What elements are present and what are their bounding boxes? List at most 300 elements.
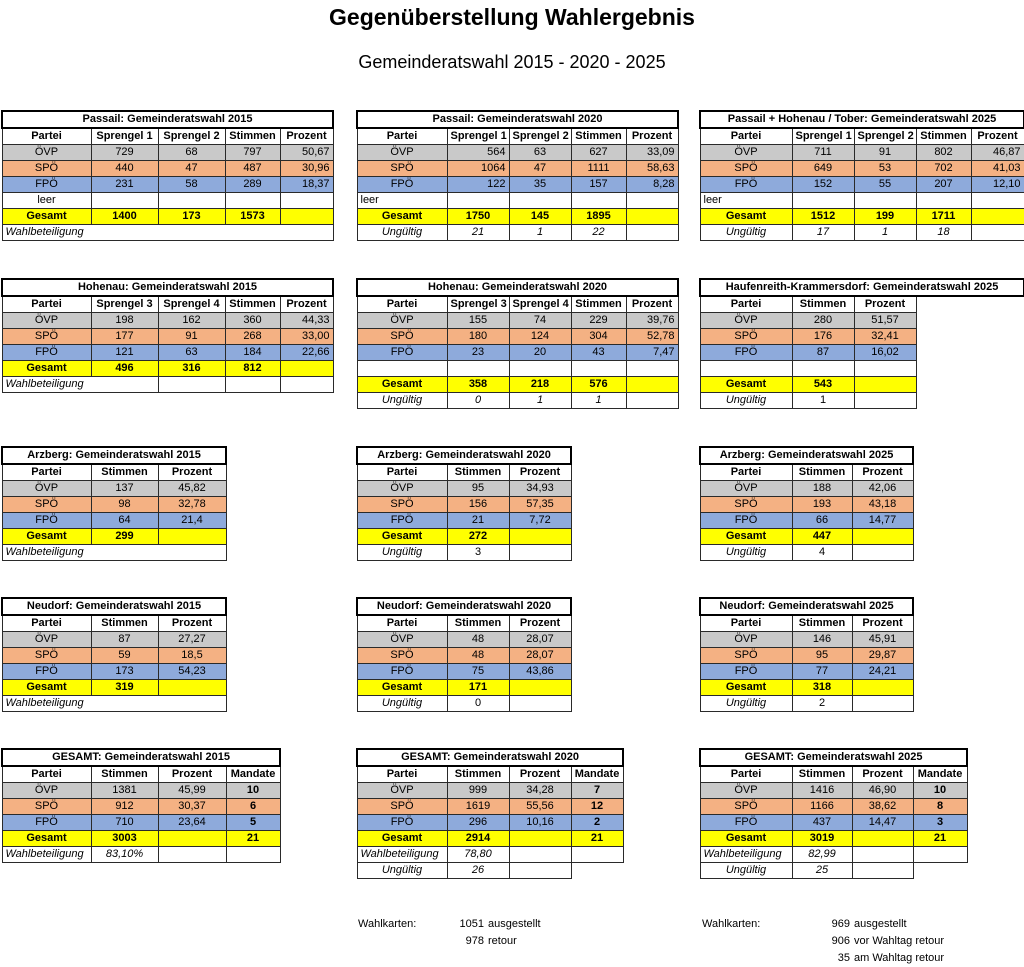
cell: 21 (447, 225, 509, 241)
table-title: Passail: Gemeinderatswahl 2020 (357, 111, 678, 128)
cell (971, 193, 1024, 209)
table-gesamt-2025 (699, 748, 968, 879)
cell: 58 (158, 177, 225, 193)
cell: 157 (571, 177, 626, 193)
table-row (357, 783, 623, 799)
cell: 231 (91, 177, 158, 193)
cell (158, 831, 226, 847)
cell (971, 225, 1024, 241)
cell (854, 393, 916, 409)
table-arzberg-2015 (1, 446, 227, 561)
cell: 63 (509, 145, 571, 161)
cell: 45,91 (852, 632, 913, 648)
cell: 14,77 (852, 513, 913, 529)
table-row (700, 209, 1024, 225)
cell: 3003 (91, 831, 158, 847)
cell: 218 (509, 377, 571, 393)
cell (447, 361, 509, 377)
party-label: SPÖ (357, 648, 447, 664)
party-label: SPÖ (2, 329, 91, 345)
wahlkarten-count: 906 (831, 935, 850, 947)
cell: 43,86 (509, 664, 571, 680)
cell: 75 (447, 664, 509, 680)
cell: 23,64 (158, 815, 226, 831)
table-row (357, 815, 623, 831)
table-row (357, 863, 623, 879)
table-row (700, 145, 1024, 161)
cell: 87 (792, 345, 854, 361)
cell (280, 361, 333, 377)
party-label: FPÖ (2, 815, 91, 831)
cell: 173 (158, 209, 225, 225)
cell: 627 (571, 145, 626, 161)
party-label: leer (2, 193, 91, 209)
cell: 66 (792, 513, 852, 529)
cell: 25 (792, 863, 852, 879)
cell: 28,07 (509, 648, 571, 664)
cell (509, 545, 571, 561)
cell (854, 193, 916, 209)
cell (913, 847, 967, 863)
ungueltig-label: Ungültig (700, 696, 792, 712)
cell (626, 361, 678, 377)
cell: 34,28 (509, 783, 571, 799)
table-row (700, 361, 1024, 377)
col-header: Prozent (280, 128, 333, 145)
col-header: Prozent (509, 464, 571, 481)
cell (509, 696, 571, 712)
wahlbeteiligung-label: Wahlbeteiligung (357, 847, 447, 863)
table-row (700, 529, 913, 545)
cell: 50,67 (280, 145, 333, 161)
cell (571, 193, 626, 209)
party-label: ÖVP (700, 481, 792, 497)
table-neudorf-2020 (356, 597, 572, 712)
cell: 299 (91, 529, 158, 545)
table-row (2, 193, 333, 209)
table-hohenau-2020 (356, 278, 679, 409)
wahlbeteiligung-label: Wahlbeteiligung (2, 847, 91, 863)
wahlkarten-count: 35 (837, 952, 850, 964)
col-header: Stimmen (225, 128, 280, 145)
cell: 57,35 (509, 497, 571, 513)
cell: 52,78 (626, 329, 678, 345)
cell: 43 (571, 345, 626, 361)
cell (626, 225, 678, 241)
col-header: Stimmen (571, 128, 626, 145)
table-row (700, 513, 913, 529)
cell: 46,87 (971, 145, 1024, 161)
cell: 51,57 (854, 313, 916, 329)
party-label: FPÖ (357, 177, 447, 193)
party-label: SPÖ (700, 648, 792, 664)
wahlbeteiligung-value: 78,80 (447, 847, 509, 863)
party-label: SPÖ (700, 329, 792, 345)
cell (792, 193, 854, 209)
cell: 18 (916, 225, 971, 241)
party-label: ÖVP (2, 481, 91, 497)
wahlbeteiligung-label: Wahlbeteiligung (700, 847, 792, 863)
cell: 3 (913, 815, 967, 831)
cell: 10 (226, 783, 280, 799)
col-header: Stimmen (225, 296, 280, 313)
table-row (700, 329, 1024, 345)
ungueltig-label: Ungültig (700, 863, 792, 879)
table-row (2, 513, 226, 529)
cell (447, 193, 509, 209)
cell: 39,76 (626, 313, 678, 329)
party-label: Gesamt (700, 529, 792, 545)
party-label: ÖVP (700, 632, 792, 648)
party-label: SPÖ (357, 497, 447, 513)
col-header: Stimmen (792, 296, 854, 313)
cell: 496 (91, 361, 158, 377)
cell (852, 696, 913, 712)
cell: 710 (91, 815, 158, 831)
cell (571, 361, 626, 377)
table-row (357, 193, 678, 209)
cell (854, 377, 916, 393)
party-label: FPÖ (357, 664, 447, 680)
wahlbeteiligung-label: Wahlbeteiligung (2, 696, 226, 712)
party-label: ÖVP (357, 481, 447, 497)
col-header: Stimmen (792, 464, 852, 481)
cell: 29,87 (852, 648, 913, 664)
table-row (700, 680, 913, 696)
table-row (357, 209, 678, 225)
table-row (357, 177, 678, 193)
party-label: ÖVP (2, 632, 91, 648)
cell: 30,96 (280, 161, 333, 177)
cell (91, 193, 158, 209)
party-label: SPÖ (2, 799, 91, 815)
col-header: Prozent (854, 296, 916, 313)
cell (158, 847, 226, 863)
cell: 180 (447, 329, 509, 345)
cell (280, 193, 333, 209)
table-row (700, 345, 1024, 361)
col-header: Prozent (626, 296, 678, 313)
table-row (700, 648, 913, 664)
cell: 59 (91, 648, 158, 664)
party-label: ÖVP (2, 145, 91, 161)
table-row (2, 632, 226, 648)
party-label: Gesamt (700, 209, 792, 225)
col-header: Prozent (509, 615, 571, 632)
wahlkarten-label: Wahlkarten: (358, 918, 417, 930)
col-header: Prozent (158, 615, 226, 632)
cell: 360 (225, 313, 280, 329)
cell: 304 (571, 329, 626, 345)
cell: 21 (913, 831, 967, 847)
party-label: Gesamt (2, 361, 91, 377)
cell (854, 361, 916, 377)
cell: 22 (571, 225, 626, 241)
cell: 10,16 (509, 815, 571, 831)
cell: 199 (854, 209, 916, 225)
cell: 272 (447, 529, 509, 545)
col-header: Partei (700, 766, 792, 783)
cell: 44,33 (280, 313, 333, 329)
cell: 1111 (571, 161, 626, 177)
cell: 188 (792, 481, 852, 497)
party-label: Gesamt (2, 529, 91, 545)
party-label: Gesamt (700, 680, 792, 696)
cell (852, 831, 913, 847)
table-row (357, 313, 678, 329)
table-row (357, 345, 678, 361)
cell: 156 (447, 497, 509, 513)
table-row (2, 177, 333, 193)
cell: 280 (792, 313, 854, 329)
cell: 440 (91, 161, 158, 177)
cell: 122 (447, 177, 509, 193)
col-header: Stimmen (447, 766, 509, 783)
cell (971, 209, 1024, 225)
party-label: FPÖ (2, 664, 91, 680)
cell: 41,03 (971, 161, 1024, 177)
table-row (2, 815, 280, 831)
cell: 10 (913, 783, 967, 799)
table-passail-2015 (1, 110, 334, 241)
cell: 1 (792, 393, 854, 409)
col-header: Prozent (852, 766, 913, 783)
cell (225, 193, 280, 209)
cell: 23 (447, 345, 509, 361)
cell: 711 (792, 145, 854, 161)
cell: 4 (792, 545, 852, 561)
table-row (700, 377, 1024, 393)
wahlbeteiligung-value: 82,99 (792, 847, 852, 863)
party-label: Gesamt (700, 831, 792, 847)
ungueltig-label: Ungültig (357, 863, 447, 879)
table-title: Arzberg: Gemeinderatswahl 2015 (2, 447, 226, 464)
table-row (357, 513, 571, 529)
table-title: Neudorf: Gemeinderatswahl 2025 (700, 598, 913, 615)
cell: 1573 (225, 209, 280, 225)
party-label: ÖVP (700, 783, 792, 799)
table-row (700, 815, 967, 831)
table-title: Arzberg: Gemeinderatswahl 2020 (357, 447, 571, 464)
cell (852, 680, 913, 696)
table-row (2, 847, 280, 863)
cell (852, 529, 913, 545)
cell (158, 193, 225, 209)
cell: 176 (792, 329, 854, 345)
col-header: Sprengel 4 (509, 296, 571, 313)
cell: 74 (509, 313, 571, 329)
table-row (357, 377, 678, 393)
cell: 33,00 (280, 329, 333, 345)
table-row (357, 329, 678, 345)
table-row (700, 545, 913, 561)
col-header: Partei (700, 615, 792, 632)
cell (852, 863, 913, 879)
cell: 1711 (916, 209, 971, 225)
cell: 30,37 (158, 799, 226, 815)
table-row (2, 831, 280, 847)
cell: 3 (447, 545, 509, 561)
table-title: Neudorf: Gemeinderatswahl 2015 (2, 598, 226, 615)
party-label: FPÖ (357, 513, 447, 529)
table-row (700, 847, 967, 863)
cell: 146 (792, 632, 852, 648)
table-row (2, 345, 333, 361)
col-header: Partei (357, 128, 447, 145)
table-row (357, 161, 678, 177)
cell (571, 847, 623, 863)
table-title: Haufenreith-Krammersdorf: Gemeinderatswahl 2025 (700, 279, 1024, 296)
cell: 64 (91, 513, 158, 529)
cell: 319 (91, 680, 158, 696)
cell: 46,90 (852, 783, 913, 799)
ungueltig-label: Ungültig (357, 545, 447, 561)
col-header: Sprengel 1 (447, 128, 509, 145)
col-header: Prozent (509, 766, 571, 783)
cell: 12 (571, 799, 623, 815)
cell: 8,28 (626, 177, 678, 193)
col-header: Sprengel 2 (509, 128, 571, 145)
col-header: Sprengel 2 (158, 128, 225, 145)
cell: 5 (226, 815, 280, 831)
cell: 1895 (571, 209, 626, 225)
cell: 21,4 (158, 513, 226, 529)
cell: 137 (91, 481, 158, 497)
cell: 17 (792, 225, 854, 241)
cell: 1512 (792, 209, 854, 225)
party-label: Gesamt (700, 377, 792, 393)
table-row (357, 664, 571, 680)
table-row (357, 361, 678, 377)
party-label: Gesamt (357, 680, 447, 696)
table-gesamt-2015 (1, 748, 281, 863)
party-label: FPÖ (700, 815, 792, 831)
cell: 58,63 (626, 161, 678, 177)
cell: 63 (158, 345, 225, 361)
party-label: ÖVP (357, 632, 447, 648)
cell: 33,09 (626, 145, 678, 161)
wahlkarten-text: am Wahltag retour (854, 952, 945, 964)
party-label: Gesamt (357, 529, 447, 545)
col-header: Stimmen (792, 615, 852, 632)
table-row (2, 225, 333, 241)
cell: 32,41 (854, 329, 916, 345)
table-title: Passail: Gemeinderatswahl 2015 (2, 111, 333, 128)
col-header: Sprengel 2 (854, 128, 916, 145)
col-header: Partei (700, 464, 792, 481)
cell: 318 (792, 680, 852, 696)
cell: 576 (571, 377, 626, 393)
cell (509, 193, 571, 209)
cell: 98 (91, 497, 158, 513)
cell: 912 (91, 799, 158, 815)
cell (626, 377, 678, 393)
table-title: Passail + Hohenau / Tober: Gemeinderatswahl 2025 (700, 111, 1024, 128)
cell: 1416 (792, 783, 852, 799)
cell: 26 (447, 863, 509, 879)
cell: 296 (447, 815, 509, 831)
cell: 0 (447, 696, 509, 712)
col-header: Prozent (971, 128, 1024, 145)
cell: 91 (158, 329, 225, 345)
table-row (700, 632, 913, 648)
col-header: Sprengel 3 (447, 296, 509, 313)
col-header: Partei (357, 615, 447, 632)
table-row (2, 497, 226, 513)
cell: 7,72 (509, 513, 571, 529)
cell: 35 (509, 177, 571, 193)
table-row (2, 145, 333, 161)
cell: 1166 (792, 799, 852, 815)
party-label: SPÖ (2, 497, 91, 513)
cell: 34,93 (509, 481, 571, 497)
cell (509, 847, 571, 863)
table-row (357, 145, 678, 161)
cell: 145 (509, 209, 571, 225)
cell: 45,99 (158, 783, 226, 799)
table-row (2, 209, 333, 225)
col-header: Partei (357, 296, 447, 313)
table-neudorf-2015 (1, 597, 227, 712)
party-label: ÖVP (2, 313, 91, 329)
table-row (357, 481, 571, 497)
table-row (357, 529, 571, 545)
table-row (2, 313, 333, 329)
cell (509, 831, 571, 847)
table-row (357, 632, 571, 648)
cell (226, 847, 280, 863)
cell: 32,78 (158, 497, 226, 513)
cell: 289 (225, 177, 280, 193)
col-header: Mandate (571, 766, 623, 783)
table-row (357, 680, 571, 696)
cell: 2 (571, 815, 623, 831)
party-label: FPÖ (357, 815, 447, 831)
cell (225, 377, 280, 393)
table-title: Arzberg: Gemeinderatswahl 2025 (700, 447, 913, 464)
cell: 1381 (91, 783, 158, 799)
party-label: FPÖ (2, 345, 91, 361)
cell (280, 377, 333, 393)
table-title: Hohenau: Gemeinderatswahl 2015 (2, 279, 333, 296)
wahlkarten-count: 969 (831, 918, 850, 930)
party-label: ÖVP (357, 783, 447, 799)
table-row (357, 799, 623, 815)
cell: 649 (792, 161, 854, 177)
table-passail-2020 (356, 110, 679, 241)
table-row (357, 497, 571, 513)
table-row (357, 696, 571, 712)
table-gesamt-2020 (356, 748, 624, 879)
party-label: Gesamt (2, 680, 91, 696)
party-label: FPÖ (700, 345, 792, 361)
table-row (700, 313, 1024, 329)
ungueltig-label: Ungültig (700, 225, 792, 241)
cell: 38,62 (852, 799, 913, 815)
cell: 268 (225, 329, 280, 345)
cell: 45,82 (158, 481, 226, 497)
wahlkarten-text: vor Wahltag retour (854, 935, 945, 947)
cell: 207 (916, 177, 971, 193)
col-header: Stimmen (91, 766, 158, 783)
cell (852, 545, 913, 561)
table-row (357, 847, 623, 863)
table-row (2, 783, 280, 799)
ungueltig-label: Ungültig (700, 393, 792, 409)
table-row (700, 696, 913, 712)
party-label: leer (700, 193, 792, 209)
cell: 48 (447, 648, 509, 664)
